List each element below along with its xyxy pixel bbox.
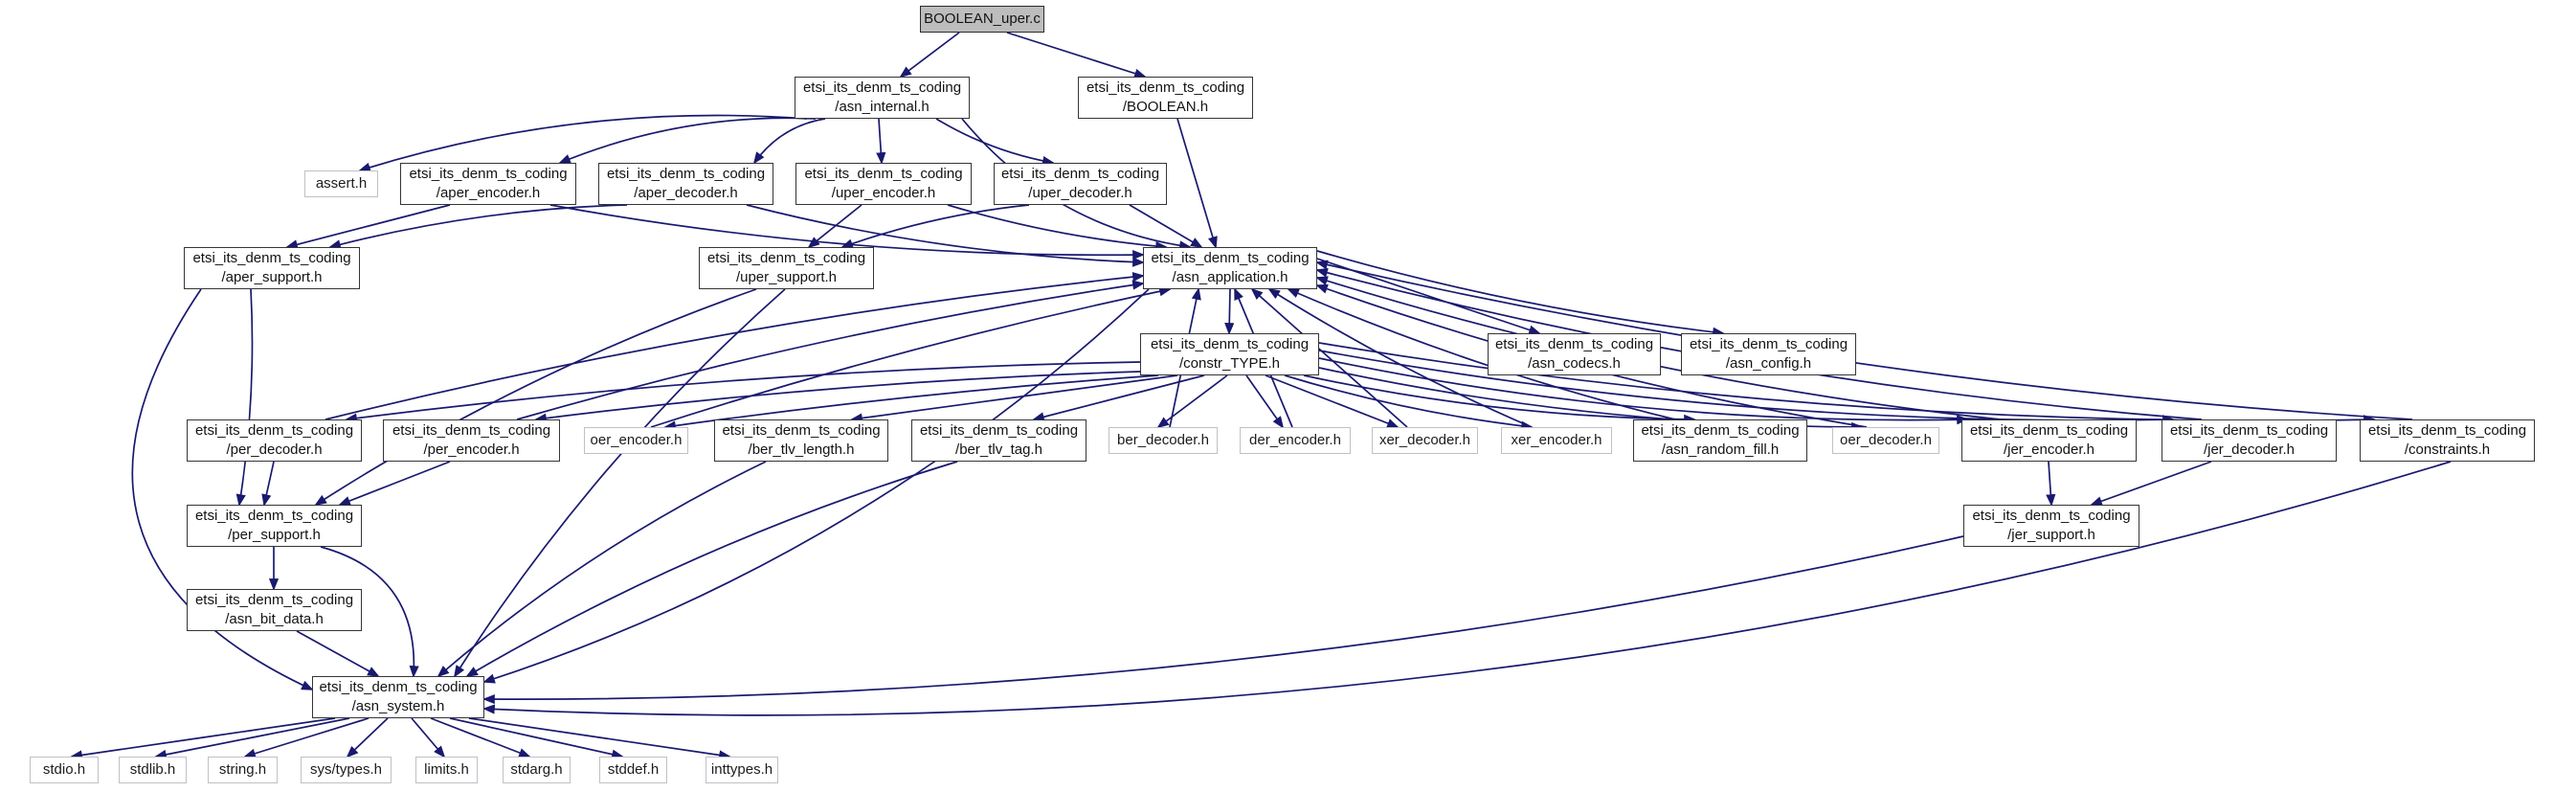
edge-BOOLEAN_uper_c-to-asn_internal_h <box>901 33 959 77</box>
graph-node-label: etsi_its_denm_ts_coding <box>1641 422 1800 439</box>
graph-node-label: /aper_encoder.h <box>436 185 541 201</box>
edge-BOOLEAN_h-to-asn_application_h <box>1177 119 1216 247</box>
edge-constraints_h-to-asn_system_h <box>484 462 2451 715</box>
edge-asn_internal_h-to-aper_decoder_h <box>754 119 825 163</box>
graph-node-asn_bit_data_h[interactable] <box>187 589 362 631</box>
edge-uper_decoder_h-to-uper_support_h <box>842 205 1029 247</box>
graph-node-sys_types_h[interactable] <box>301 757 392 783</box>
edge-aper_support_h-to-per_support_h <box>239 289 252 505</box>
graph-node-label: ber_decoder.h <box>1117 432 1209 448</box>
graph-node-der_encoder_h[interactable] <box>1240 427 1351 454</box>
graph-node-stdarg_h[interactable] <box>503 757 571 783</box>
graph-node-uper_support_h[interactable] <box>699 247 874 289</box>
graph-node-ber_tlv_tag_h[interactable] <box>911 419 1086 462</box>
graph-node-label: etsi_its_denm_ts_coding <box>2367 422 2527 439</box>
graph-node-label: /aper_support.h <box>221 269 323 285</box>
graph-node-label: assert.h <box>315 175 368 192</box>
edge-constraints_h-to-asn_application_h <box>1317 262 2412 419</box>
graph-node-BOOLEAN_uper_c[interactable] <box>920 6 1044 33</box>
graph-node-label: etsi_its_denm_ts_coding <box>1150 336 1310 352</box>
graph-node-label: /per_encoder.h <box>423 441 520 458</box>
graph-node-label: etsi_its_denm_ts_coding <box>194 508 354 524</box>
edge-constr_TYPE_h-to-per_decoder_h <box>347 362 1140 419</box>
graph-node-label: etsi_its_denm_ts_coding <box>1000 166 1160 182</box>
graph-node-label: xer_decoder.h <box>1378 432 1471 448</box>
graph-node-label: etsi_its_denm_ts_coding <box>722 422 881 439</box>
graph-node-label: BOOLEAN_uper.c <box>924 11 1041 27</box>
edge-ber_tlv_length_h-to-asn_system_h <box>438 462 766 676</box>
edge-constr_TYPE_h-to-per_encoder_h <box>536 372 1140 419</box>
graph-node-label: /constr_TYPE.h <box>1178 355 1281 372</box>
graph-node-jer_decoder_h[interactable] <box>2162 419 2337 462</box>
graph-node-label: etsi_its_denm_ts_coding <box>1086 79 1245 96</box>
graph-node-per_encoder_h[interactable] <box>383 419 560 462</box>
graph-node-label: string.h <box>218 761 267 778</box>
edge-asn_internal_h-to-uper_decoder_h <box>936 119 1053 163</box>
graph-node-jer_support_h[interactable] <box>1963 505 2139 547</box>
edge-per_encoder_h-to-asn_application_h <box>517 283 1143 419</box>
graph-node-label: etsi_its_denm_ts_coding <box>1494 336 1654 352</box>
edge-asn_system_h-to-sys_types_h <box>347 718 388 757</box>
graph-node-label: etsi_its_denm_ts_coding <box>192 250 351 266</box>
edge-per_encoder_h-to-per_support_h <box>340 462 450 505</box>
graph-node-label: der_encoder.h <box>1249 432 1341 448</box>
edges-group <box>72 33 2451 757</box>
graph-node-inttypes_h[interactable] <box>706 757 778 783</box>
graph-node-stdio_h[interactable] <box>30 757 99 783</box>
graph-node-label: /asn_codecs.h <box>1528 355 1621 372</box>
graph-node-label: etsi_its_denm_ts_coding <box>1972 508 2131 524</box>
edge-asn_system_h-to-limits_h <box>412 718 444 757</box>
graph-node-label: stdio.h <box>42 761 86 778</box>
graph-node-label: etsi_its_denm_ts_coding <box>319 679 478 695</box>
edge-asn_system_h-to-stdarg_h <box>431 718 529 757</box>
graph-node-label: sys/types.h <box>309 761 383 778</box>
graph-node-uper_encoder_h[interactable] <box>795 163 972 205</box>
graph-node-label: /jer_decoder.h <box>2203 441 2296 458</box>
graph-node-xer_encoder_h[interactable] <box>1501 427 1612 454</box>
graph-node-stdlib_h[interactable] <box>119 757 187 783</box>
graph-node-aper_encoder_h[interactable] <box>400 163 576 205</box>
edge-asn_application_h-to-constr_TYPE_h <box>1229 289 1230 333</box>
graph-node-label: /BOOLEAN.h <box>1122 99 1209 115</box>
graph-node-asn_random_fill_h[interactable] <box>1633 419 1807 462</box>
graph-node-label: /ber_tlv_length.h <box>748 441 855 458</box>
graph-node-label: limits.h <box>424 761 469 778</box>
graph-node-label: xer_encoder.h <box>1511 432 1602 448</box>
edge-jer_support_h-to-asn_system_h <box>484 536 1963 699</box>
graph-node-label: etsi_its_denm_ts_coding <box>392 422 551 439</box>
graph-node-label: etsi_its_denm_ts_coding <box>409 166 568 182</box>
graph-node-label: /constraints.h <box>2404 441 2491 458</box>
graph-node-xer_decoder_h[interactable] <box>1372 427 1478 454</box>
edge-asn_system_h-to-string_h <box>245 718 369 757</box>
graph-node-aper_decoder_h[interactable] <box>598 163 773 205</box>
edge-uper_support_h-to-asn_system_h <box>455 289 785 676</box>
edge-per_decoder_h-to-per_support_h <box>264 462 274 505</box>
graph-node-label: etsi_its_denm_ts_coding <box>804 166 963 182</box>
graph-node-label: /ber_tlv_tag.h <box>955 441 1042 458</box>
edge-asn_system_h-to-stdlib_h <box>156 718 349 757</box>
edge-oer_encoder_h-to-asn_application_h <box>651 289 1170 427</box>
graph-node-label: /asn_random_fill.h <box>1661 441 1780 458</box>
graph-node-ber_decoder_h[interactable] <box>1109 427 1218 454</box>
edge-asn_internal_h-to-uper_encoder_h <box>879 119 882 163</box>
graph-node-asn_internal_h[interactable] <box>795 77 970 119</box>
graph-node-stddef_h[interactable] <box>599 757 667 783</box>
edge-asn_internal_h-to-aper_encoder_h <box>560 118 816 163</box>
graph-node-label: /asn_application.h <box>1172 269 1288 285</box>
graph-node-per_decoder_h[interactable] <box>187 419 362 462</box>
edge-uper_decoder_h-to-asn_application_h <box>1130 205 1201 247</box>
edge-jer_encoder_h-to-jer_support_h <box>2049 462 2051 505</box>
graph-node-constraints_h[interactable] <box>2360 419 2535 462</box>
graph-node-string_h[interactable] <box>208 757 278 783</box>
graph-node-label: oer_encoder.h <box>590 432 683 448</box>
graph-node-label: /jer_support.h <box>2007 527 2095 543</box>
graph-node-label: /per_support.h <box>228 527 321 543</box>
edge-BOOLEAN_uper_c-to-BOOLEAN_h <box>1007 33 1145 77</box>
graph-node-per_support_h[interactable] <box>187 505 362 547</box>
graph-node-oer_encoder_h[interactable] <box>584 427 688 454</box>
graph-node-oer_decoder_h[interactable] <box>1832 427 1939 454</box>
graph-node-label: etsi_its_denm_ts_coding <box>194 592 354 608</box>
graph-node-asn_config_h[interactable] <box>1681 333 1856 375</box>
graph-node-label: etsi_its_denm_ts_coding <box>919 422 1079 439</box>
graph-node-label: etsi_its_denm_ts_coding <box>194 422 354 439</box>
graph-node-label: etsi_its_denm_ts_coding <box>1969 422 2129 439</box>
graph-node-label: /aper_decoder.h <box>634 185 738 201</box>
edge-asn_application_h-to-asn_config_h <box>1317 251 1723 333</box>
graph-node-assert_h[interactable] <box>304 170 378 197</box>
graph-node-label: etsi_its_denm_ts_coding <box>802 79 962 96</box>
edge-constr_TYPE_h-to-ber_decoder_h <box>1158 375 1227 427</box>
graph-node-BOOLEAN_h[interactable] <box>1078 77 1253 119</box>
graph-node-label: /per_decoder.h <box>226 441 323 458</box>
graph-node-label: etsi_its_denm_ts_coding <box>1689 336 1848 352</box>
graph-node-limits_h[interactable] <box>415 757 478 783</box>
graph-node-aper_support_h[interactable] <box>184 247 360 289</box>
graph-node-label: /uper_decoder.h <box>1028 185 1132 201</box>
graph-node-asn_system_h[interactable] <box>312 676 484 718</box>
edge-ber_tlv_tag_h-to-asn_system_h <box>467 462 957 676</box>
graph-node-asn_codecs_h[interactable] <box>1488 333 1661 375</box>
edge-asn_application_h-to-asn_system_h <box>484 289 1149 682</box>
graph-node-label: /uper_support.h <box>735 269 838 285</box>
graph-node-label: /asn_config.h <box>1725 355 1812 372</box>
graph-node-label: /asn_system.h <box>351 698 445 714</box>
edge-asn_bit_data_h-to-asn_system_h <box>297 631 378 676</box>
edge-jer_decoder_h-to-jer_support_h <box>2092 462 2211 505</box>
graph-node-label: etsi_its_denm_ts_coding <box>606 166 766 182</box>
graph-node-asn_application_h[interactable] <box>1143 247 1317 289</box>
graph-node-label: /uper_encoder.h <box>831 185 936 201</box>
graph-node-constr_TYPE_h[interactable] <box>1140 333 1319 375</box>
graph-node-label: stddef.h <box>607 761 660 778</box>
graph-node-label: etsi_its_denm_ts_coding <box>2169 422 2329 439</box>
graph-node-label: etsi_its_denm_ts_coding <box>706 250 866 266</box>
graph-node-uper_decoder_h[interactable] <box>994 163 1167 205</box>
edge-uper_support_h-to-per_support_h <box>316 289 756 505</box>
graph-node-label: etsi_its_denm_ts_coding <box>1151 250 1310 266</box>
edge-constr_TYPE_h-to-der_encoder_h <box>1246 375 1283 427</box>
edge-constr_TYPE_h-to-xer_encoder_h <box>1285 375 1532 427</box>
graph-node-label: /asn_bit_data.h <box>225 611 324 627</box>
graph-node-jer_encoder_h[interactable] <box>1961 419 2137 462</box>
graph-node-label: oer_decoder.h <box>1840 432 1932 448</box>
graph-node-label: /asn_internal.h <box>835 99 930 115</box>
graph-node-label: /jer_encoder.h <box>2003 441 2095 458</box>
graph-node-label: stdarg.h <box>510 761 563 778</box>
graph-node-label: inttypes.h <box>710 761 773 778</box>
edge-asn_system_h-to-stdio_h <box>72 718 335 757</box>
graph-node-label: stdlib.h <box>129 761 176 778</box>
graph-node-ber_tlv_length_h[interactable] <box>714 419 888 462</box>
